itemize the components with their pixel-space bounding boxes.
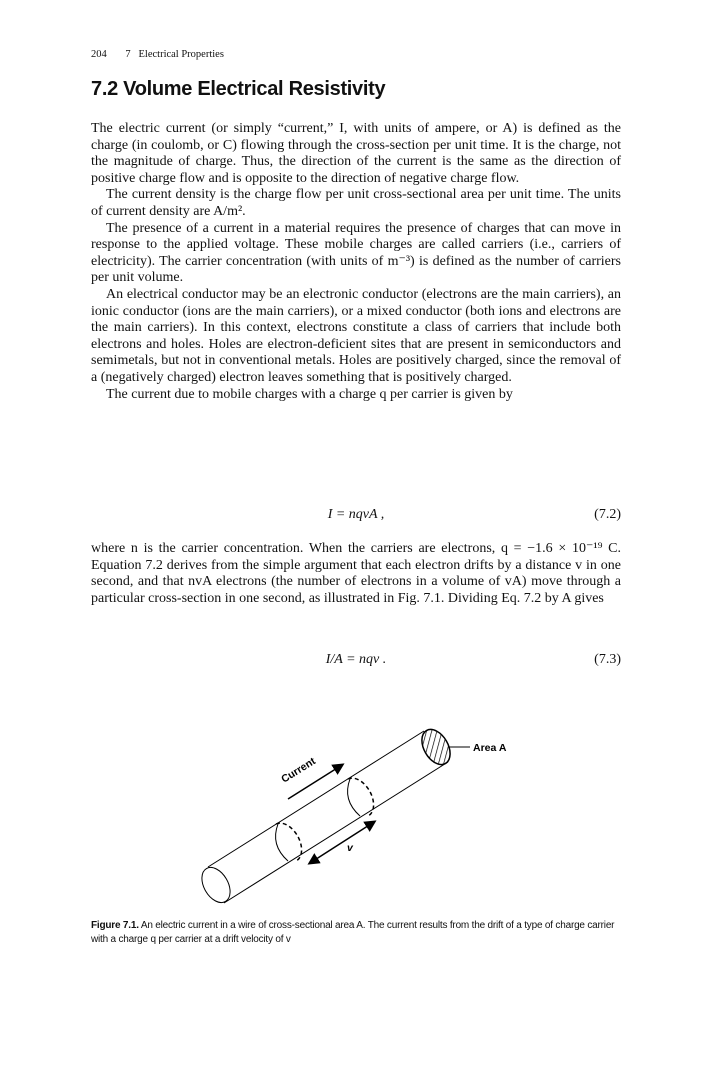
section-title: 7.2 Volume Electrical Resistivity [91,78,386,100]
equation-number: (7.2) [594,507,621,522]
velocity-label: v [347,842,353,854]
body-text-block-2 [91,541,621,607]
figure-caption [91,919,631,947]
paragraph-conductors: An electrical conductor may be an electronic conductor (electrons are the main carriers), an ionic conductor (ions are the main carriers), or a mixed conductor (both ions and electrons are the main carriers). In this context, electrons constitute a class of carriers that include both electrons and holes. Holes are electron-deficient sites that are present in semiconductors and semimetals, but not in conventional metals. Holes are positively charged, since the removal of a (negatively charged) electron leaves something that is positively charged. [91,286,621,385]
area-label: Area A [473,742,507,754]
equation-number: (7.3) [594,652,621,667]
paragraph-carriers: The presence of a current in a material requires the presence of charges that can move in response to the applied voltage. These mobile charges are called carriers (i.e., carriers of electricity). The carrier concentration (with units of m⁻³) is defined as the number of carriers per unit volume. [91,220,621,286]
cross-section-dashed-1 [276,823,302,861]
wire-end-left [196,863,236,908]
paragraph-current-definition: The electric current (or simply “current,” I, with units of ampere, or A) is defined as the charge (in coulomb, or C) flowing through the cross-section per unit time. It is the charge, not the magnitude of charge. Thus, the direction of the current is the same as the direction of positive charge flow and is opposite to the direction of negative charge flow. [91,121,621,186]
paragraph-current-intro: The current due to mobile charges with a charge q per carrier is given by [106,386,513,402]
wire-cylinder [196,725,456,908]
equation-expression: I = nqvA , [327,507,385,522]
running-title: 7 Electrical Properties [125,49,224,60]
cross-section-dashed-2 [348,778,374,816]
paragraph-current-density: The current density is the charge flow per unit cross-sectional area per unit time. The units of current density are A/m². [91,187,621,219]
current-label: Current [279,755,318,786]
figure-wire-diagram [180,715,540,910]
paragraph-equation-explanation: where n is the carrier concentration. When the carriers are electrons, q = −1.6 × 10⁻¹⁹ C. Equation 7.2 derives from the simple argument that each electron drifts by a distance v in one second, and that nvA electrons (the number of electrons in a volume of vA) move through a particular cross-section in one second, as illustrated in Fig. 7.1. Dividing Eq. 7.2 by A gives [91,541,621,606]
running-header [91,49,224,60]
page-number: 204 [91,49,107,60]
caption-label: Figure 7.1. [91,920,139,931]
caption-text: An electric current in a wire of cross-sectional area A. The current results from the drift of a type of charge carrier with a charge q per carrier at a drift velocity of v [91,920,615,945]
body-text-block-1 [91,121,621,403]
equation-expression: I/A = nqv . [325,652,387,667]
